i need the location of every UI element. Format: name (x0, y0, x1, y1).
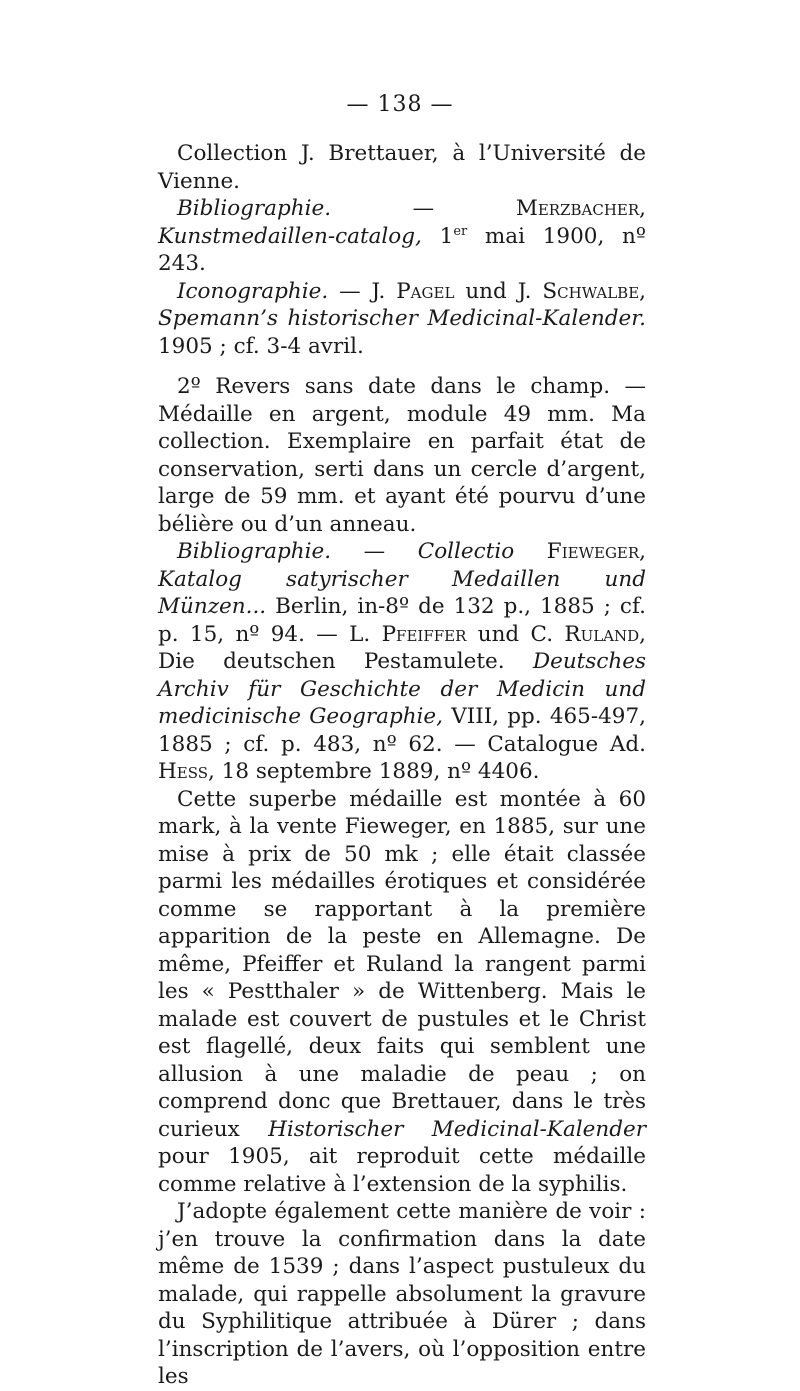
bibliography-paragraph-1 (158, 195, 646, 278)
text-run (514, 539, 547, 564)
text-run: und J. (454, 278, 543, 304)
author-name: Pfeiffer (381, 621, 467, 647)
ordinal-superscript: er (453, 223, 468, 239)
catalog-title: Katalog satyrischer Medaillen und Münzen... (158, 566, 646, 619)
reverse-description-text: 2º Revers sans date dans le champ. — Médaille en argent, module 49 mm. Ma collection. Exemplaire en parfait état de conservation, serti dans un cercle d’argent, large de 59 mm. et ayant été pourvu d’une bélière ou d’un anneau. (158, 374, 646, 537)
text-run: Cette superbe médaille est montée à 60 mark, à la vente Fieweger, en 1885, sur une mise à prix de 50 mk ; elle était classée parmi les médailles érotiques et considérée comme se rapportant à la première apparition de la peste en Allemagne. De même, Pfeiffer et Ruland la rangent parmi les « Pestthaler » de Wittenberg. Mais le malade est couvert de pustules et le Christ est flagellé, deux faits qui semblent une allusion à une maladie de peau ; on comprend donc que Brettauer, dans le très curieux (158, 786, 646, 1142)
commentary-paragraph (158, 786, 646, 1199)
reverse-description-paragraph (158, 373, 646, 538)
collection-paragraph (158, 140, 646, 195)
text-run: — (331, 196, 516, 221)
author-name: Pagel (396, 278, 455, 304)
bibliography-label: Bibliographie. (177, 196, 332, 221)
text-run: VIII, pp. 465-497, 1885 ; cf. p. 483, nº 62. — Catalogue Ad. (158, 704, 646, 757)
author-name: Schwalbe (542, 278, 640, 304)
calendar-title: Historischer Medicinal-Kalender (268, 1116, 646, 1142)
iconography-label: Iconographie. (177, 278, 329, 304)
author-name: Merzbacher (515, 196, 640, 221)
collection-text: Collection J. Brettauer, à l’Université de Vienne. (158, 141, 646, 194)
text-run: mai 1900, nº 243. (158, 223, 647, 276)
bibliography-paragraph-2 (158, 538, 646, 786)
text-run: 1905 ; cf. 3-4 avril. (158, 333, 364, 359)
text-run: , (639, 278, 646, 304)
text-run: , (639, 196, 646, 221)
text-run: — J. (328, 278, 397, 304)
text-run: , Die deutschen Pestamulete. (158, 621, 646, 674)
bibliography-label: Bibliographie. (177, 539, 332, 564)
text-run: Berlin, in-8º de 132 p., 1885 ; cf. p. 15, nº 94. — L. (158, 594, 646, 647)
page-number: — 138 — (346, 92, 454, 117)
text-run: 1 (421, 223, 454, 249)
text-run: — (331, 539, 418, 564)
page-body (158, 140, 646, 1391)
author-name: Hess (158, 759, 208, 784)
interpretation-text: J’adopte également cette manière de voir : j’en trouve la confirmation dans la date même de 1539 ; dans l’aspect pustuleux du malade, qui rappelle absolument la gravure du Syphilitique attribuée à Dürer ; dans l’inscription de l’avers, où l’opposition entre les (158, 1199, 646, 1389)
author-name: Fieweger (546, 539, 640, 564)
calendar-title: Spemann’s historischer Medicinal-Kalender. (158, 306, 646, 331)
text-run: , 18 septembre 1889, nº 4406. (208, 759, 540, 784)
text-run: pour 1905, ait reproduit cette médaille comme relative à l’extension de la syphilis. (158, 1144, 646, 1197)
catalog-title: Kunstmedaillen-catalog, (158, 223, 422, 249)
interpretation-paragraph (158, 1198, 646, 1391)
text-run: und C. (466, 621, 565, 647)
journal-title: Deutsches Archiv für Geschichte der Medicin und medicinische Geographie, (158, 649, 646, 729)
text-run: , (639, 539, 647, 564)
iconography-paragraph (158, 278, 646, 361)
author-name: Ruland (564, 621, 640, 647)
collection-title: Collectio (417, 539, 515, 564)
